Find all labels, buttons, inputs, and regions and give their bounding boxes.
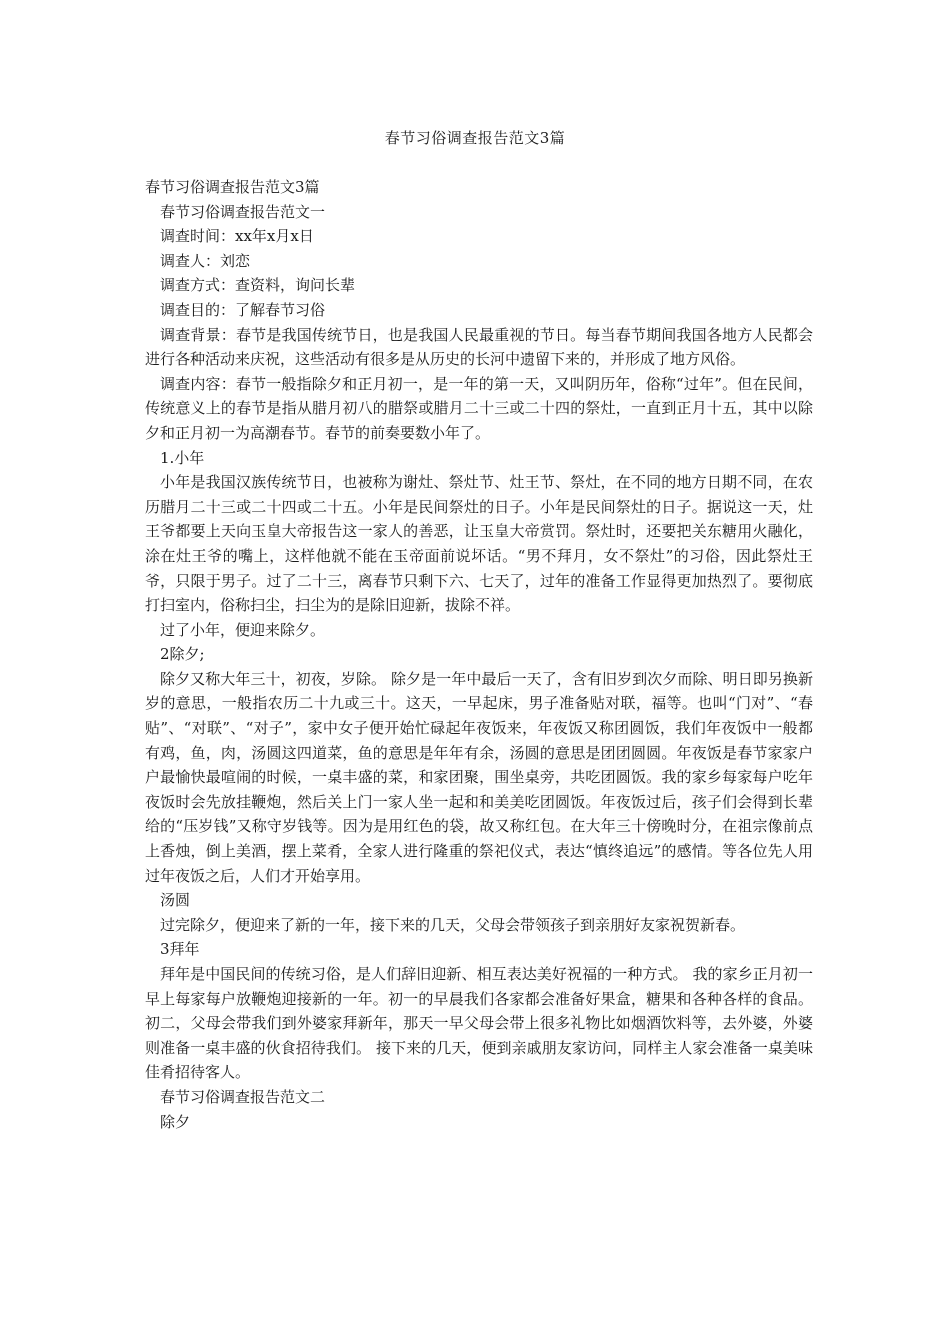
paragraph-surveyor: 调查人：刘恋 bbox=[160, 251, 251, 270]
paragraph-xiaonian: 小年是我国汉族传统节日，也被称为谢灶、祭灶节、灶王节、祭灶，在不同的地方日期不同，在农历腊月二十三或二十四或二十五。小年是民间祭灶的日子。小年是民间祭灶的日子。据说这一天，灶王爷都要上天向玉皇大帝报告这一家人的善恶，让玉皇大帝赏罚。祭灶时，还要把关东糖用火融化，涂在灶王爷的嘴上，这样他就不能在玉帝面前说坏话。“男不拜月，女不祭灶”的习俗，因此祭灶王爷，只限于男子。过了二十三，离春节只剩下六、七天了，过年的准备工作显得更加热烈了。要彻底打扫室内，俗称扫尘，扫尘为的是除旧迎新，拔除不祥。 bbox=[145, 473, 813, 615]
paragraph-transition-chuxi: 过了小年，便迎来除夕。 bbox=[160, 620, 326, 639]
paragraph-chuxi: 除夕又称大年三十，初夜，岁除。 除夕是一年中最后一天了，含有旧岁到次夕而除、明日即另换新岁的意思，一般指农历二十九或三十。这天，一早起床，男子准备贴对联，福等。也叫“门对”、“春贴”、“对联”、“对子”，家中女子便开始忙碌起年夜饭来，年夜饭又称团圆饭，我们年夜饭中一般都有鸡，鱼，肉，汤圆这四道菜，鱼的意思是年年有余，汤圆的意思是团团圆圆。年夜饭是春节家家户户最愉快最喧闹的时候，一桌丰盛的菜，和家团聚，围坐桌旁，共吃团圆饭。我的家乡每家每户吃年夜饭时会先放挂鞭炮，然后关上门一家人坐一起和和美美吃团圆饭。年夜饭过后，孩子们会得到长辈给的“压岁钱”又称守岁钱等。因为是用红色的袋，故又称红包。在大年三十傍晚时分，在祖宗像前点上香烛，倒上美酒，摆上菜肴，全家人进行隆重的祭祀仪式，表达“慎终追远”的感情。等各位先人用过年夜饭之后，人们才开始享用。 bbox=[145, 669, 813, 885]
document-body bbox=[145, 175, 813, 1134]
section-heading-xiaonian: 1.小年 bbox=[160, 448, 205, 467]
paragraph-survey-time: 调查时间：xx年x月x日 bbox=[160, 227, 314, 246]
paragraph-bainian: 拜年是中国民间的传统习俗，是人们辞旧迎新、相互表达美好祝福的一种方式。 我的家乡正月初一早上每家每户放鞭炮迎接新的一年。初一的早晨我们各家都会准备好果盒，糖果和各种各样的食品。初二，父母会带我们到外婆家拜新年，那天一早父母会带上很多礼物比如烟酒饮料等，去外婆，外婆则准备一桌丰盛的伙食招待我们。 接下来的几天，便到亲戚朋友家访问，同样主人家会准备一桌美味佳肴招待客人。 bbox=[145, 965, 813, 1082]
paragraph-transition-new-year: 过完除夕，便迎来了新的一年，接下来的几天，父母会带领孩子到亲朋好友家祝贺新春。 bbox=[160, 915, 746, 934]
paragraph-survey-method: 调查方式：查资料，询问长辈 bbox=[160, 276, 356, 295]
paragraph-heading: 春节习俗调查报告范文3篇 bbox=[145, 178, 320, 196]
paragraph-subheading: 春节习俗调查报告范文一 bbox=[160, 202, 326, 221]
paragraph-survey-content: 调查内容：春节一般指除夕和正月初一，是一年的第一天，又叫阴历年，俗称“过年”。但在民间，传统意义上的春节是指从腊月初八的腊祭或腊月二十三或二十四的祭灶，一直到正月十五，其中以除夕和正月初一为高潮春节。春节的前奏要数小年了。 bbox=[145, 374, 813, 442]
paragraph-report-two-heading: 春节习俗调查报告范文二 bbox=[160, 1087, 326, 1106]
section-heading-bainian: 3拜年 bbox=[160, 940, 200, 959]
section-heading-chuxi: 2除夕; bbox=[160, 645, 205, 664]
paragraph-report-two-chuxi: 除夕 bbox=[160, 1112, 191, 1131]
paragraph-tangyuan: 汤圆 bbox=[160, 891, 191, 910]
document-title: 春节习俗调查报告范文3篇 bbox=[384, 129, 566, 147]
paragraph-survey-background: 调查背景：春节是我国传统节日，也是我国人民最重视的节日。每当春节期间我国各地方人民都会进行各种活动来庆祝，这些活动有很多是从历史的长河中遗留下来的，并形成了地方风俗。 bbox=[145, 325, 813, 369]
paragraph-survey-purpose: 调查目的：了解春节习俗 bbox=[160, 300, 326, 319]
